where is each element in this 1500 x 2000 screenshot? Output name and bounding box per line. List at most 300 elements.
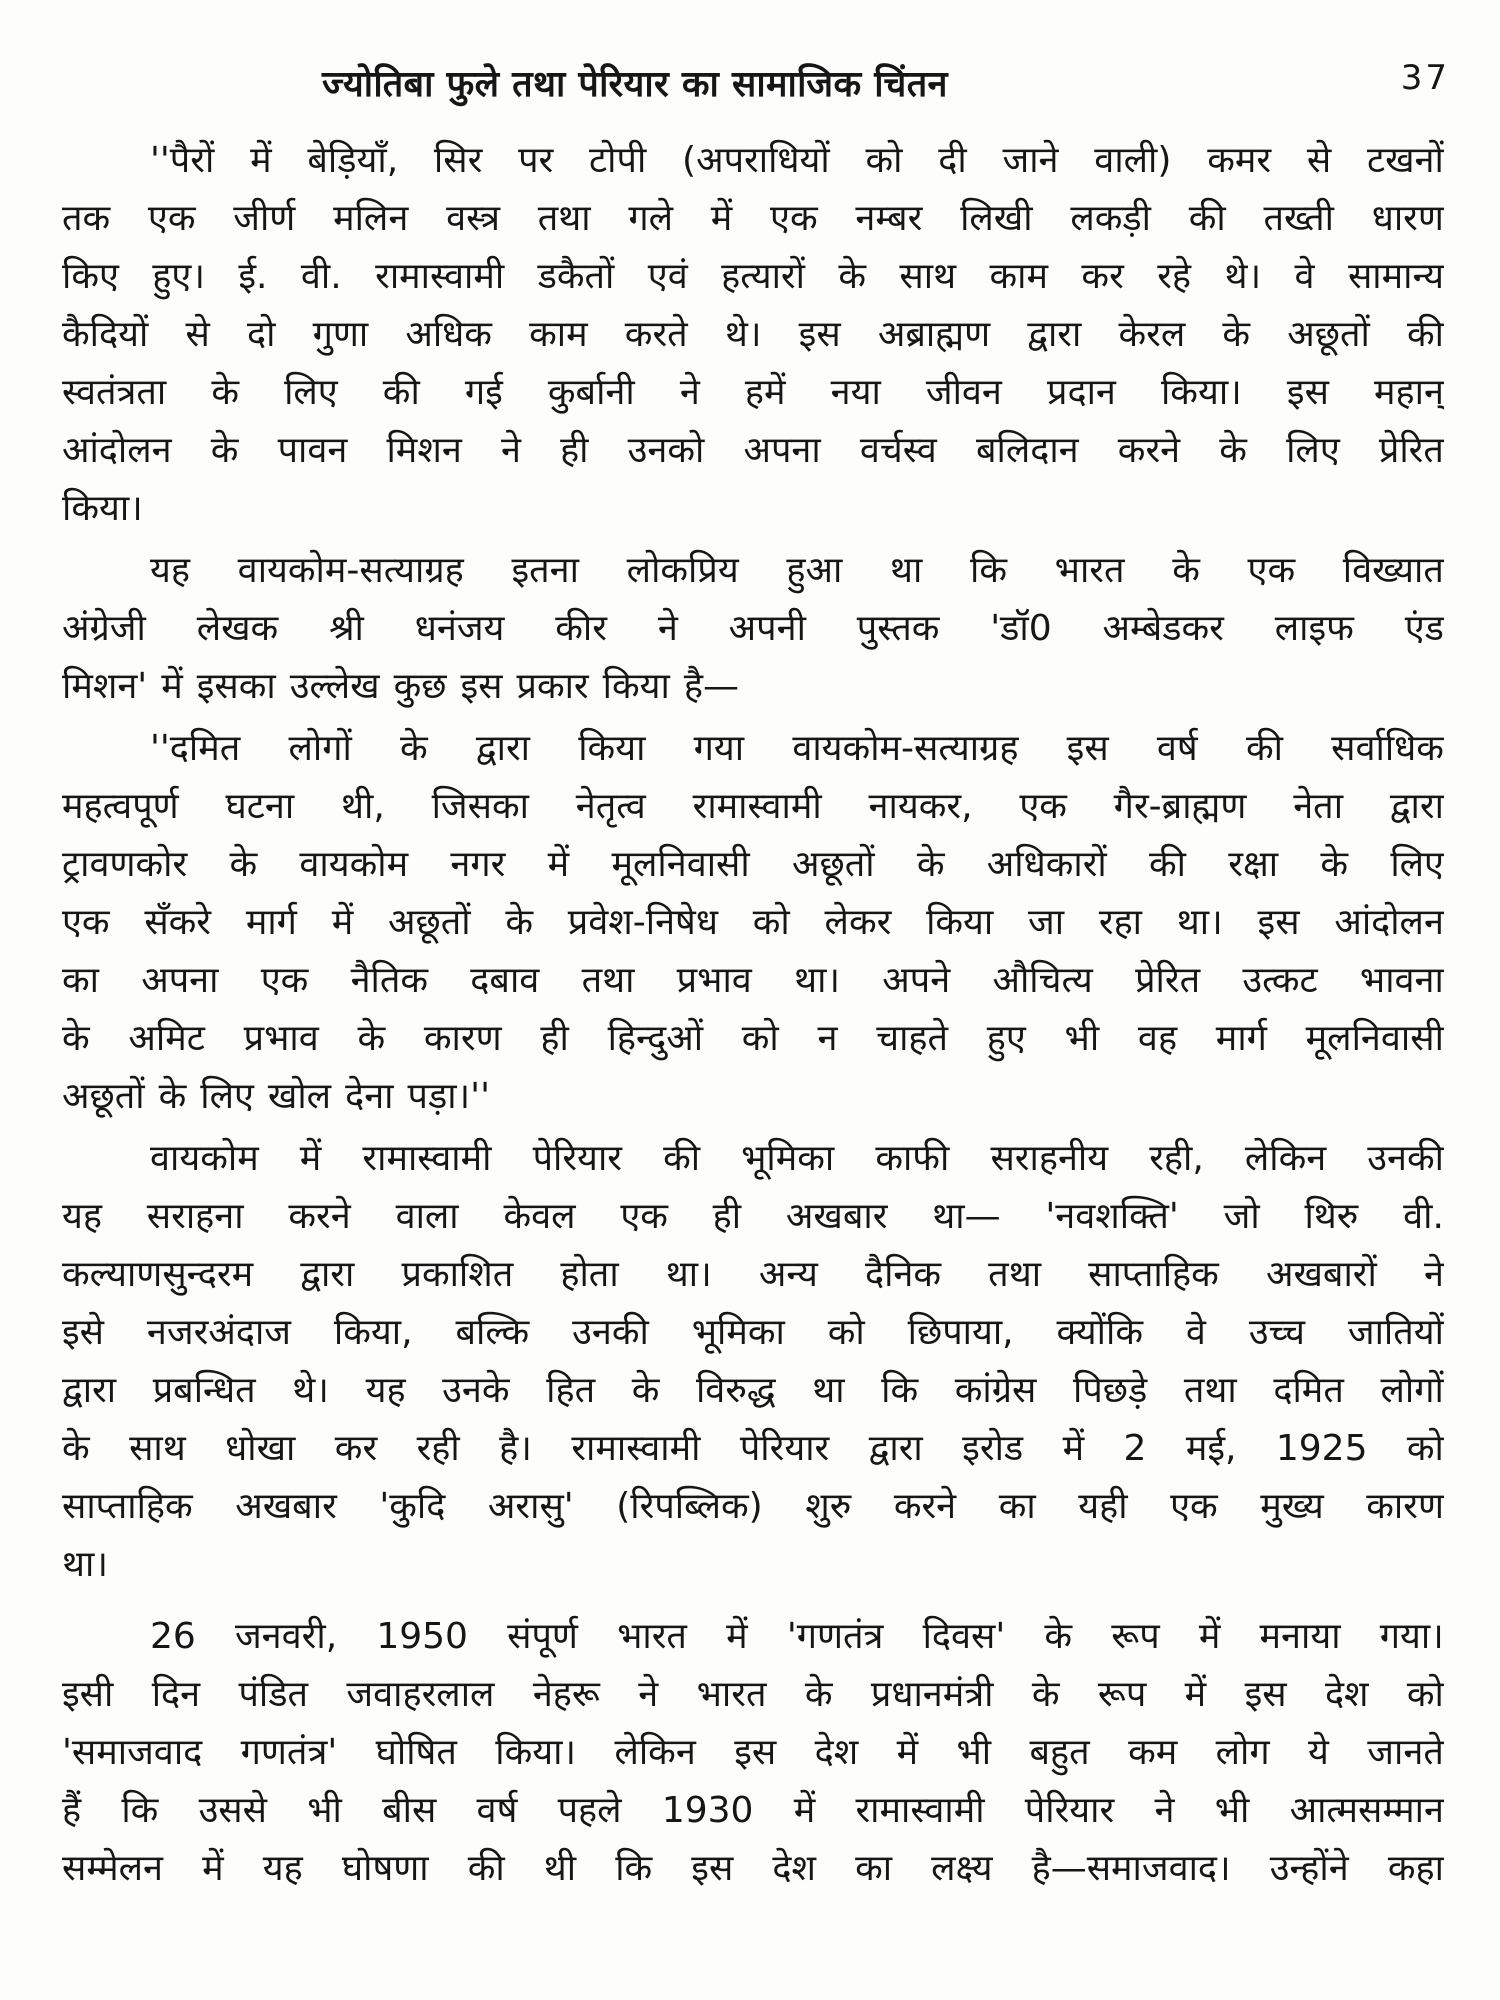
word: केरल: [1118, 314, 1186, 355]
word: लेकर: [824, 902, 892, 943]
word: अधिकारों: [986, 844, 1107, 885]
word: महत्वपूर्ण: [62, 786, 179, 827]
word: सँकरे: [144, 902, 212, 943]
text-line: [62, 542, 1444, 600]
text-line: [62, 190, 1444, 248]
word: करने: [288, 1196, 351, 1237]
word: (अपराधियों: [682, 140, 830, 181]
text-line: [62, 1478, 1444, 1536]
word: वी.: [300, 256, 342, 297]
word: 'समाजवाद: [62, 1732, 203, 1773]
word: तक: [62, 198, 111, 239]
word: थी,: [341, 786, 385, 827]
text-line: [62, 1068, 1444, 1126]
word: ही: [540, 1018, 569, 1059]
word: एक: [147, 198, 196, 239]
word: मूलनिवासी: [1305, 1018, 1444, 1059]
word: के: [1320, 844, 1349, 885]
word: भावना: [1359, 960, 1444, 1001]
word: गया।: [1379, 1616, 1444, 1657]
word: इतना: [511, 550, 579, 591]
word: अखबार: [785, 1196, 888, 1237]
word: 1950: [376, 1616, 468, 1657]
word: उससे: [198, 1790, 267, 1831]
word: पेरियार: [1024, 1790, 1115, 1831]
text-line: [62, 1130, 1444, 1188]
word: इस: [1286, 372, 1329, 413]
word: अंग्रेजी: [62, 608, 146, 649]
word: ट्रावणकोर: [62, 844, 188, 885]
word: टोपी: [589, 140, 647, 181]
word: एक: [1019, 786, 1067, 827]
word: भी: [1064, 1018, 1100, 1059]
word: का: [62, 960, 99, 1001]
word: उन्होंने: [1269, 1848, 1349, 1889]
word: सराहना: [146, 1196, 244, 1237]
word: में: [331, 902, 354, 943]
word: इस: [1066, 728, 1109, 769]
word: किया: [578, 728, 646, 769]
word: ने: [638, 1674, 659, 1715]
word: जातियों: [1347, 1312, 1444, 1353]
word: कर: [334, 1428, 378, 1469]
word: मिशन': [62, 666, 148, 707]
word: उल्लेख: [289, 666, 380, 707]
word: उच्च: [1248, 1312, 1305, 1353]
word: प्रकार: [516, 666, 589, 707]
word: पेरियार: [739, 1428, 830, 1469]
word: संपूर्ण: [507, 1616, 578, 1657]
word: में: [896, 1732, 919, 1773]
word: एक: [260, 960, 309, 1001]
word: धोखा: [225, 1428, 296, 1469]
word: एंड: [1404, 608, 1444, 649]
word: 'डॉ0: [990, 608, 1052, 649]
word: गैर-ब्राह्मण: [1113, 786, 1247, 827]
word: धनंजय: [414, 608, 505, 649]
word: रामास्वामी: [692, 786, 822, 827]
word: दिवस': [922, 1616, 1006, 1657]
text-line: [62, 1782, 1444, 1840]
word: द्वारा: [475, 728, 530, 769]
text-line: [62, 132, 1444, 190]
word: उनकी: [1367, 1138, 1444, 1179]
word: भूमिका: [691, 1312, 785, 1353]
word: थिरु: [1304, 1196, 1359, 1237]
word: हुआ: [786, 550, 843, 591]
word: कि: [615, 1848, 653, 1889]
word: मूलनिवासी: [611, 844, 750, 885]
word: मनाया: [1259, 1616, 1341, 1657]
word: की: [467, 1848, 505, 1889]
word: अपना: [141, 960, 219, 1001]
word: पुस्तक: [856, 608, 940, 649]
word: 2: [1123, 1428, 1147, 1469]
word: तथा: [537, 198, 591, 239]
word: प्रेरित: [1378, 430, 1444, 471]
word: में: [1184, 1674, 1207, 1715]
word: कारण: [1366, 1486, 1444, 1527]
text-line: [62, 658, 1444, 716]
word: हत्यारों: [721, 256, 805, 297]
word: इस: [734, 1732, 777, 1773]
text-line: [62, 894, 1444, 952]
word: पड़ा।'': [407, 1076, 490, 1117]
word: यह: [365, 1370, 406, 1411]
word: अछूतों: [1287, 314, 1370, 355]
word: की: [1149, 844, 1186, 885]
paragraph-5: [62, 1608, 1444, 1898]
word: वर्ष: [476, 1790, 518, 1831]
word: नेहरू: [532, 1674, 600, 1715]
word: था।: [62, 1544, 108, 1585]
word: लिए: [284, 372, 338, 413]
word: सराहनीय: [990, 1138, 1109, 1179]
word: था।: [1176, 902, 1223, 943]
word: रही: [416, 1428, 460, 1469]
text-line: [62, 1188, 1444, 1246]
word: हैं: [62, 1790, 82, 1831]
word: कम: [1128, 1732, 1178, 1773]
word: अरासु': [487, 1486, 574, 1527]
word: सम्मेलन: [62, 1848, 164, 1889]
word: मलिन: [333, 198, 409, 239]
word: सामान्य: [1347, 256, 1444, 297]
text-line: [62, 1010, 1444, 1068]
text-line: [62, 778, 1444, 836]
word: तथा: [581, 960, 635, 1001]
word: दमित: [1273, 1370, 1344, 1411]
text-line: [62, 952, 1444, 1010]
word: लेखक: [196, 608, 279, 649]
word: भूमिका: [741, 1138, 835, 1179]
word: पहले: [557, 1790, 622, 1831]
word: हिन्दुओं: [607, 1018, 704, 1059]
word: मई,: [1185, 1428, 1237, 1469]
word: में: [1198, 1616, 1221, 1657]
word: का: [855, 1848, 893, 1889]
word: को: [1406, 1674, 1444, 1715]
word: इस: [1257, 902, 1300, 943]
word: 'गणतंत्र: [786, 1616, 884, 1657]
word: यह: [62, 1196, 102, 1237]
word: भारत: [617, 1616, 687, 1657]
text-line: [62, 720, 1444, 778]
word: ये: [1308, 1732, 1329, 1773]
word: भी: [956, 1732, 992, 1773]
word: जानते: [1367, 1732, 1444, 1773]
word: हुए।: [152, 256, 205, 297]
word: 'कुदि: [379, 1486, 446, 1527]
word: वे: [1294, 256, 1315, 297]
word: बल्कि: [455, 1312, 530, 1353]
word: रूप: [1097, 1674, 1147, 1715]
text-line: [62, 248, 1444, 306]
word: पर: [518, 140, 554, 181]
word: वाला: [395, 1196, 459, 1237]
text-line: [62, 1666, 1444, 1724]
word: स्वतंत्रता: [62, 372, 167, 413]
word: के: [229, 844, 258, 885]
word: मिशन: [386, 430, 462, 471]
word: ने: [1423, 1254, 1444, 1295]
word: घोषणा: [341, 1848, 429, 1889]
word: अब्राह्मण: [877, 314, 991, 355]
word: अखबार: [235, 1486, 337, 1527]
word: सिर: [433, 140, 483, 181]
word: कमर: [1207, 140, 1272, 181]
word: औचित्य: [992, 960, 1093, 1001]
word: में: [793, 1790, 816, 1831]
word: कल्याणसुन्दरम: [62, 1254, 254, 1295]
word: में: [299, 1138, 322, 1179]
word: वायकोम: [299, 844, 409, 885]
word: नया: [830, 372, 881, 413]
word: लकड़ी: [1070, 198, 1151, 239]
word: छिपाया,: [907, 1312, 1014, 1353]
word: एक: [62, 902, 110, 943]
word: को: [741, 1018, 779, 1059]
word: सर्वाधिक: [1331, 728, 1444, 769]
word: डकैतों: [537, 256, 615, 297]
word: दी: [938, 140, 967, 181]
word: इस: [460, 666, 503, 707]
word: किया: [926, 902, 994, 943]
text-line: [62, 600, 1444, 658]
word: द्वारा: [300, 1254, 355, 1295]
word: गले: [628, 198, 674, 239]
word: भारत: [1054, 550, 1125, 591]
word: एक: [1170, 1486, 1218, 1527]
word: ने: [679, 372, 700, 413]
word: रामास्वामी: [362, 1138, 492, 1179]
word: अछूतों: [62, 1076, 145, 1117]
word: देश: [1324, 1674, 1369, 1715]
word: न: [817, 1018, 838, 1059]
word: वह: [1137, 1018, 1178, 1059]
word: थे।: [292, 1370, 329, 1411]
word: तथा: [1183, 1370, 1237, 1411]
word: के: [62, 1018, 90, 1059]
word: थे।: [1224, 256, 1262, 297]
word: प्रकाशित: [401, 1254, 514, 1295]
text-line: [62, 1304, 1444, 1362]
word: था: [890, 550, 923, 591]
word: अपना: [743, 430, 821, 471]
word: अपनी: [728, 608, 806, 649]
running-title: ज्योतिबा फुले तथा पेरियार का सामाजिक चिंतन: [322, 64, 948, 105]
text-line: [62, 480, 1444, 538]
word: रामास्वामी: [571, 1428, 701, 1469]
word: आंदोलन: [1334, 902, 1444, 943]
word: साथ: [129, 1428, 186, 1469]
word: उत्कट: [1242, 960, 1318, 1001]
word: किए: [62, 256, 119, 297]
word: साथ: [899, 256, 957, 297]
word: थे।: [724, 314, 762, 355]
word: रहे: [1157, 256, 1192, 297]
word: अन्य: [758, 1254, 818, 1295]
word: नायकर,: [868, 786, 973, 827]
word: के: [210, 430, 239, 471]
word: तख्ती: [1263, 198, 1334, 239]
word: है—: [683, 666, 739, 707]
word: जो: [1223, 1196, 1260, 1237]
word: वे: [1185, 1312, 1206, 1353]
word: था—: [932, 1196, 1001, 1237]
word: लोग: [1215, 1732, 1270, 1773]
word: नगर: [450, 844, 506, 885]
word: रहा: [1098, 902, 1143, 943]
word: रामास्वामी: [855, 1790, 985, 1831]
word: रूप: [1111, 1616, 1160, 1657]
word: हमें: [744, 372, 786, 413]
word: कांग्रेस: [954, 1370, 1037, 1411]
word: की: [382, 372, 420, 413]
word: के: [631, 1370, 660, 1411]
word: इसका: [196, 666, 276, 707]
text-line: [62, 836, 1444, 894]
word: रामास्वामी: [375, 256, 505, 297]
word: करते: [624, 314, 688, 355]
word: (रिपब्लिक): [616, 1486, 763, 1527]
word: जवाहरलाल: [346, 1674, 495, 1715]
word: नजरअंदाज: [146, 1312, 291, 1353]
word: इरोड: [962, 1428, 1024, 1469]
word: कि: [121, 1790, 159, 1831]
word: प्रभाव: [243, 1018, 319, 1059]
word: अखबारों: [1265, 1254, 1377, 1295]
word: वर्चस्व: [859, 430, 937, 471]
word: ई.: [238, 256, 268, 297]
word: के: [505, 902, 534, 943]
word: को: [1406, 1428, 1444, 1469]
word: कि: [970, 550, 1007, 591]
paragraph-2: [62, 542, 1444, 716]
word: काम: [529, 314, 588, 355]
word: लोगों: [1380, 1370, 1444, 1411]
word: लोकप्रिय: [626, 550, 739, 591]
word: लाइफ: [1274, 608, 1354, 649]
word: शुरु: [805, 1486, 852, 1527]
word: वायकोम-सत्याग्रह: [237, 550, 464, 591]
word: में: [547, 844, 570, 885]
word: बेड़ियाँ,: [307, 140, 399, 181]
word: के: [1172, 550, 1200, 591]
word: वर्ष: [1156, 728, 1198, 769]
word: 1930: [661, 1790, 754, 1831]
word: साप्ताहिक: [62, 1486, 193, 1527]
word: उनके: [442, 1370, 510, 1411]
word: नेतृत्व: [575, 786, 646, 827]
word: किया।: [62, 488, 143, 529]
word: की: [1245, 728, 1283, 769]
word: में: [710, 198, 733, 239]
word: 1925: [1275, 1428, 1368, 1469]
word: ही: [560, 430, 589, 471]
word: के: [158, 1076, 187, 1117]
word: काम: [989, 256, 1049, 297]
word: करने: [893, 1486, 957, 1527]
word: अछूतों: [791, 844, 875, 885]
word: था।: [665, 1254, 712, 1295]
word: इसी: [62, 1674, 114, 1715]
word: जा: [1028, 902, 1065, 943]
word: विख्यात: [1342, 550, 1444, 591]
word: के: [838, 256, 867, 297]
word: की: [1188, 198, 1226, 239]
word: था।: [794, 960, 841, 1001]
word: अधिक: [405, 314, 492, 355]
paragraph-4: [62, 1130, 1444, 1594]
word: के: [400, 728, 428, 769]
word: ने: [500, 430, 521, 471]
word: लिए: [1286, 430, 1340, 471]
word: बलिदान: [975, 430, 1079, 471]
text-line: [62, 1536, 1444, 1594]
word: हित: [546, 1370, 596, 1411]
word: में: [161, 666, 183, 707]
word: प्रेरित: [1135, 960, 1201, 1001]
text-line: [62, 422, 1444, 480]
word: जीर्ण: [233, 198, 296, 239]
word: नम्बर: [855, 198, 923, 239]
word: लक्ष्य: [931, 1848, 993, 1889]
word: एक: [1247, 550, 1296, 591]
word: यह: [150, 550, 190, 591]
word: उनको: [627, 430, 705, 471]
word: घोषित: [375, 1732, 457, 1773]
word: करने: [1117, 430, 1181, 471]
word: है।: [499, 1428, 532, 1469]
word: प्रभाव: [676, 960, 752, 1001]
word: कारण: [423, 1018, 502, 1059]
word: वस्त्र: [446, 198, 500, 239]
word: वी.: [1403, 1196, 1444, 1237]
word: घटना: [225, 786, 295, 827]
word: विरुद्ध: [695, 1370, 776, 1411]
word: किया: [602, 666, 670, 707]
text-line: [62, 1362, 1444, 1420]
word: के: [1044, 1616, 1073, 1657]
word: जनवरी,: [234, 1616, 338, 1657]
word: किया।: [495, 1732, 577, 1773]
text-line: [62, 1608, 1444, 1666]
word: आंदोलन: [62, 430, 172, 471]
word: थी: [543, 1848, 577, 1889]
word: दो: [246, 314, 276, 355]
word: पिछड़े: [1073, 1370, 1148, 1411]
word: रक्षा: [1228, 844, 1279, 885]
word: द्वारा: [1389, 786, 1444, 827]
word: द्वारा: [1027, 314, 1082, 355]
word: गुणा: [312, 314, 369, 355]
word: गई: [464, 372, 503, 413]
word: कर: [1081, 256, 1124, 297]
word: अछूतों: [388, 902, 471, 943]
word: मार्ग: [245, 902, 297, 943]
word: आत्मसम्मान: [1289, 1790, 1444, 1831]
word: ''दमित: [150, 728, 241, 769]
word: श्री: [329, 608, 364, 649]
word: किया।: [1160, 372, 1242, 413]
word: गया: [693, 728, 745, 769]
word: उनकी: [572, 1312, 649, 1353]
word: को: [827, 1312, 865, 1353]
word: के: [804, 1674, 833, 1715]
word: मुख्य: [1260, 1486, 1324, 1527]
word: है—समाजवाद।: [1031, 1848, 1231, 1889]
